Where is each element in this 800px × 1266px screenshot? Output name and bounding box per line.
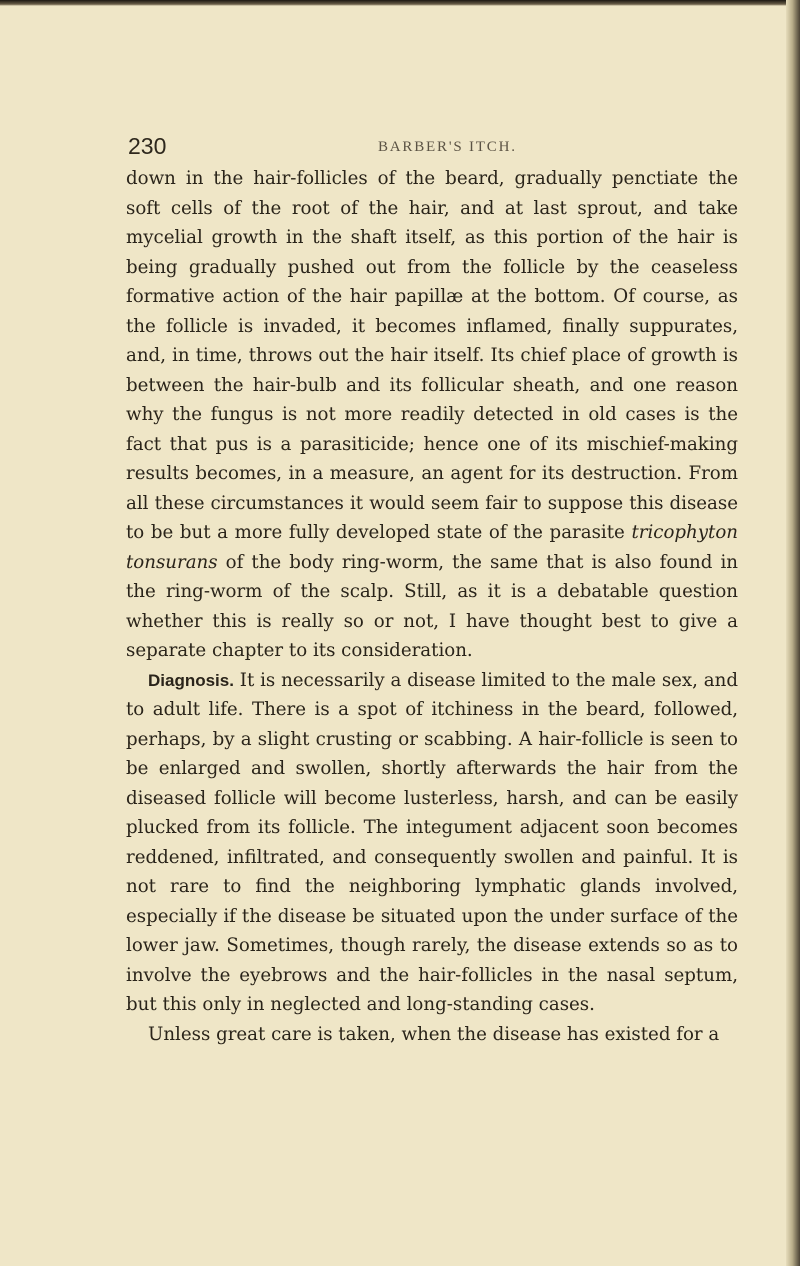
section-term: Diagnosis.	[148, 670, 234, 690]
page-header	[128, 133, 728, 167]
page-body	[126, 164, 738, 1049]
paragraph-final	[126, 1020, 738, 1050]
paragraph-text: Unless great care is taken, when the disease has existed for a	[148, 1023, 720, 1045]
species-name: tricophyton tonsurans	[126, 522, 738, 573]
page-top-edge	[0, 0, 800, 6]
page-binding-edge	[786, 0, 800, 1266]
paragraph-continuation	[126, 164, 738, 666]
page-number: 230	[128, 133, 167, 159]
running-head: BARBER'S ITCH.	[378, 139, 517, 155]
paragraph-text: of the body ring-worm, the same that is also found in the ring-worm of the scalp. Still, as it is a debatable question whether this is really so or not, I have thought best to give a separate chapter to its consideration.	[126, 551, 738, 661]
paragraph-text: It is necessarily a disease limited to the male sex, and to adult life. There is a spot of itchiness in the beard, followed, perhaps, by a slight crusting or scabbing. A hair-follicle is seen to be enlarged and swollen, shortly afterwards the hair from the diseased follicle will become lusterless, harsh, and can be easily plucked from its follicle. The integument adjacent soon becomes reddened, infiltrated, and consequently swollen and painful. It is not rare to find the neighboring lymphatic glands involved, especially if the disease be situated upon the under surface of the lower jaw. Sometimes, though rarely, the disease extends so as to involve the eyebrows and the hair-follicles in the nasal septum, but this only in neglected and long-standing cases.	[126, 669, 738, 1015]
paragraph-text: down in the hair-follicles of the beard, gradually penctiate the soft cells of the root of the hair, and at last sprout, and take mycelial growth in the shaft itself, as this portion of the hair is being gradually pushed out from the follicle by the ceaseless formative action of the hair papillæ at the bottom. Of course, as the follicle is invaded, it becomes inflamed, finally suppurates, and, in time, throws out the hair itself. Its chief place of growth is between the hair-bulb and its follicular sheath, and one reason why the fungus is not more readily detected in old cases is the fact that pus is a parasiticide; hence one of its mischief-making results becomes, in a measure, an agent for its destruction. From all these circumstances it would seem fair to suppose this disease to be but a more fully developed state of the parasite	[126, 168, 738, 543]
paragraph-diagnosis	[126, 666, 738, 1020]
